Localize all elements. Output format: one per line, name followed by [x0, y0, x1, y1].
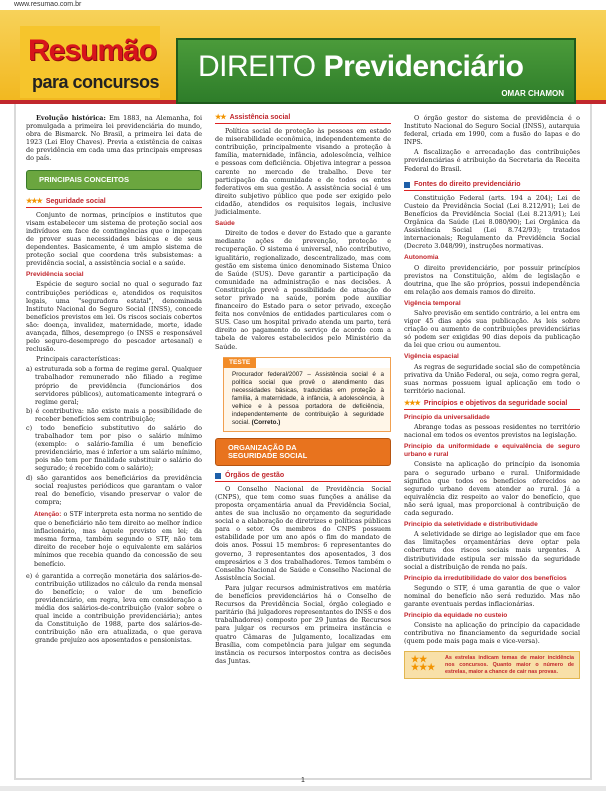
teste-body — [224, 368, 390, 431]
assistencia-social-text: Política social de proteção às pessoas em estado de miserabilidade econômica, independentemente de contribuição, principalmente visando a proteção à família, maternidade, infância, adolescência, velhice e pessoas com deficiência. Objetiva integrar a pessoa carente no mercado de trabalho. Deve ter participação da comunidade e de todos os entes federativos em sua gestão. A assistência social é um direito subjetivo público que pode ser exigido pelo cidadão, atendidos os requisitos legais, inclusive judicialmente. — [215, 127, 391, 217]
logo — [20, 26, 160, 98]
principio-irredutibilidade-title: Princípio da irredutibilidade do valor dos benefícios — [404, 574, 567, 582]
characteristics-intro: Principais características: — [36, 355, 121, 364]
fontes-heading — [404, 181, 580, 191]
site-url[interactable]: www.resumao.com.br — [14, 1, 82, 8]
title-prefix: DIREITO — [198, 50, 316, 83]
assistencia-social-heading — [215, 114, 391, 124]
orgaos-text-2: Para julgar recursos administrativos em matéria de benefícios previdenciários há o Conselho de Recursos da Previdência Social, órgão colegiado e paritário (há julgadores representantes do INSS e dos trabalhadores) composto por 29 Juntas de Recursos para julgar os recursos em primeira instância e quatro Câmaras de Julgamento, localizadas em Brasília, com competência para julgar em segunda instância os recursos interpostos contra as decisões das Juntas. — [215, 583, 391, 665]
characteristics-list-2 — [26, 572, 202, 645]
gestor-text: O órgão gestor do sistema de previdência é o Instituto Nacional do Seguro Social (INSS), autarquia federal, criada em 1990, com a fusão do Iapas e do INPS. — [404, 114, 580, 147]
author: OMAR CHAMON — [501, 89, 564, 98]
teste-text: Procurador federal/2007 – Assistência social é a política social que provê o atendimento das necessidades básicas, traduzidas em proteção à família, à maternidade, à infância, à adolescência, à velhice e à pessoa portadora de deficiência, independentemente de contribuição à seguridade social. — [232, 370, 384, 426]
principio-seletividade-text: A seletividade se dirige ao legislador que em face das limitações orçamentárias deve optar pela cobertura dos riscos sociais mais urgentes. A distributividade estipula ser missão da seguridade social a distribuição de renda no país. — [404, 530, 580, 571]
organizacao-banner-line2: SEGURIDADE SOCIAL — [228, 451, 308, 461]
page-number: 1 — [301, 777, 305, 784]
orgaos-title: Órgãos de gestão — [225, 471, 285, 479]
star-icon: ★★ — [215, 114, 226, 121]
header — [0, 10, 606, 104]
list-item: a) estruturada sob a forma de regime geral. Qualquer trabalhador remunerado não filiado a regime próprio de previdência (funcionários dos servidores públicos), automaticamente integrará o regime geral; — [26, 365, 202, 406]
principio-uniformidade-title: Princípio da uniformidade e equivalência de seguro urbano e rural — [404, 443, 580, 459]
logo-line2: para concursos — [32, 72, 160, 92]
attention-text: o STF interpreta esta norma no sentido de que o beneficiário não tem direito ao melhor índice inflacionário, mas àquele previsto em lei; da mesma forma, também segundo o STF, não tem direito de receber hoje o equivalente em salários mínimos que recebia quando da concessão de seu benefício. — [34, 509, 202, 568]
principio-irredutibilidade-text: Segundo o STF, é uma garantia de que o valor nominal do benefício não será reduzido. Mas não garante eventuais perdas inflacionárias. — [404, 583, 580, 608]
autonomia-title: Autonomia — [404, 254, 439, 262]
star-icon: ★★ ★★★ — [411, 654, 436, 673]
seguridade-social-heading — [26, 198, 202, 208]
principio-uniformidade-text: Consiste na aplicação do princípio da isonomia para o segurado urbano e rural. Uniformidade significa que todos os benefícios oferecidos ao segurado urbano devem atender ao rural. Já a equivalência diz respeito ao valor do benefício, que não será igual, mas proporcional à contribuição de cada segurado. — [404, 460, 580, 518]
star-icon: ★★★ — [404, 399, 420, 407]
orgaos-heading — [215, 472, 391, 482]
intro-text: Em 1883, na Alemanha, foi promulgada a primeira lei previdenciária do mundo, obra de Bismarck. No Brasil, a primeira lei data de 1923 (Lei Eloy Chaves). Previa a existência de caixas de previdência em cada uma das principais empresas do país. — [26, 114, 202, 163]
title-bar — [176, 38, 576, 104]
autonomia-text: O direito previdenciário, por possuir princípios previstos na Constituição, além de legislação e doutrina, que lhe são próprios, possui independência em relação aos demais ramos do direito. — [404, 263, 580, 296]
teste-box — [223, 357, 391, 432]
list-item: d) são garantidos aos beneficiários da previdência social reajustes periódicos que garantam o valor real do benefício, visando preservar o valor de compra; — [26, 473, 202, 506]
intro-label: Evolução histórica: — [36, 114, 106, 122]
saude-title: Saúde — [215, 220, 235, 228]
principio-seletividade-title: Princípio da seletividade e distributividade — [404, 521, 538, 529]
principio-universalidade-title: Princípio da universalidade — [404, 414, 490, 421]
seguridade-social-text: Conjunto de normas, princípios e institutos que visam estabelecer um sistema de proteção social aos indivíduos em face de contingências que o impeçam de prover suas necessidades básicas e de seus dependentes. Basicamente, é um amplo sistema de proteção social que coordena três subsistemas: a previdência social, a assistência social e a saúde. — [26, 210, 202, 268]
column-3 — [404, 114, 580, 679]
previdencia-social-text: Espécie de seguro social no qual o segurado faz contribuições periódicas e, atendidos os requisitos legais, uma "seguradora estatal", denominada Instituto Nacional do Seguro Social (INSS), concede benefícios previstos em lei. Os riscos sociais cobertos são: doença, invalidez, maternidade, morte, idade avançada, filhos, desemprego (o INSS e responsável pelo seguro-desemprego do pescador artesanal) e reclusão. — [26, 280, 202, 354]
principios-title: Princípios e objetivos da seguridade social — [423, 399, 568, 407]
fontes-title: Fontes do direito previdenciário — [414, 180, 521, 188]
column-2 — [215, 114, 391, 667]
previdencia-social-title: Previdência social — [26, 271, 84, 279]
list-item: e) é garantida a correção monetária dos salários-de-contribuição utilizados no cálculo da renda mensal do benefício; o valor de um benefício previdenciário, em regra, leva em consideração a média dos salários-de-contribuição (valor sobre o qual incide a contribuição previdenciária); antes da Constituição de 1988, parte dos salários-de-contribuição não era atualizada, o que gerava grande prejuízo aos aposentados e pensionistas. — [26, 571, 202, 645]
teste-label: TESTE — [223, 358, 256, 368]
assistencia-social-title: Assistência social — [229, 114, 291, 121]
list-item: b) é contributiva: não existe mais a possibilidade de receber benefícios sem contribuição; — [26, 406, 202, 423]
star-legend-text: As estrelas indicam temas de maior incidência nos concursos. Quanto maior o número de estrelas, maior a chance de cair nas provas. — [445, 655, 574, 675]
principios-heading — [404, 400, 580, 410]
principais-conceitos-banner: PRINCIPAIS CONCEITOS — [26, 170, 202, 190]
star-icon: ★★★ — [26, 197, 42, 205]
orgaos-text-1: O Conselho Nacional de Previdência Social (CNPS), que tem como suas funções a análise da proposta orçamentária anual da Previdência Social, antes de sua inclusão no orçamento da seguridade social e a elaboração de diretrizes e políticas públicas para o setor. Os membros do CNPS possuem estabilidade por um ano após o fim do mandato de dois anos. Possui 15 membros: 6 representantes do governo, 3 representantes dos aposentados, 3 dos empresários e 3 dos trabalhadores. Temos também o Conselho Nacional de Saúde e Conselho Nacional de Assistência Social. — [215, 484, 391, 582]
title-main: Previdenciário — [323, 50, 524, 83]
logo-line1: Resumão — [28, 34, 157, 67]
list-item: c) todo benefício substitutivo do salário do trabalhador tem por piso o salário mínimo (exemplo: o salário-família é um benefício previdenciário, mas é inferior a um salário mínimo, pois não tem por finalidade substituir o salário do segurado; é recebido com o salário); — [26, 424, 202, 473]
fiscalizacao-text: A fiscalização e arrecadação das contribuições previdenciárias é atribuição da Secretaria da Receita Federal do Brasil. — [404, 148, 580, 173]
principio-equidade-title: Princípio da equidade no custeio — [404, 612, 508, 620]
vigencia-temporal-title: Vigência temporal — [404, 299, 461, 307]
vigencia-temporal-text: Salvo previsão em sentido contrário, a lei entra em vigor 45 dias após sua publicação. As leis sobre criação ou aumento de contribuições previdenciárias só podem ser exigidas 90 dias depois da publicação da lei que criou ou aumentou. — [404, 308, 580, 350]
organizacao-banner-line1: ORGANIZAÇÃO DA — [228, 442, 297, 452]
column-1 — [26, 114, 202, 645]
teste-answer: (Correto.) — [251, 418, 281, 426]
intro-paragraph — [26, 114, 202, 163]
principio-universalidade-text: Abrange todas as pessoas residentes no território nacional em todos os eventos previstos na legislação. — [404, 423, 580, 440]
bottom-bar — [0, 786, 606, 791]
bullet-icon — [404, 182, 410, 188]
star-legend — [404, 651, 580, 679]
page-title — [198, 50, 523, 84]
vigencia-espacial-text: As regras de seguridade social são de competência privativa da União Federal, ou seja, como regra geral, suas normas possuem igual aplicação em todo o território nacional. — [404, 362, 580, 395]
saude-text: Direito de todos e dever do Estado que a garante mediante ações de prevenção, proteção e recuperação. O sistema é universal, não contributivo, igualitário, regionalizado, descentralizado, mas com gestão em sistema único denominado Sistema Único de Saúde (SUS). Deve garantir a participação da comunidade na administração e nas decisões. A Constituição prevê a possibilidade de atuação do setor privado na saúde, porém pode auxiliar financeiro do Estado para o setor privado, exceção feita nos convênios de entidades particulares com o SUS. Caso um hospital privado atenda um parto, terá direito ao pagamento do serviço de acordo com a tabela de valores estabelecidos pelo Ministério da Saúde. — [215, 229, 391, 351]
attention-label: Atenção: — [34, 510, 62, 518]
bullet-icon — [215, 473, 221, 479]
characteristics-list — [26, 365, 202, 506]
vigencia-espacial-title: Vigência espacial — [404, 353, 459, 361]
organizacao-banner — [215, 438, 391, 466]
principio-equidade-text: Consiste na aplicação do princípio da capacidade contributiva no financiamento da seguridade social (quem pode mais paga mais e vice-versa). — [404, 621, 580, 646]
seguridade-social-title: Seguridade social — [45, 197, 106, 205]
attention-note — [26, 510, 202, 568]
fontes-text: Constituição Federal (arts. 194 a 204); Lei de Custeio da Previdência Social (Lei 8.212/91); Lei de Benefícios da Previdência Social (Lei 8.213/91); Lei Orgânica da Saúde (Lei 8.080/90); Lei Orgânica da Assistência Social (Lei 8.742/93); tratados internacionais; Regulamento da Previdência Social (Decreto 3.048/99), instruções normativas. — [404, 193, 580, 251]
